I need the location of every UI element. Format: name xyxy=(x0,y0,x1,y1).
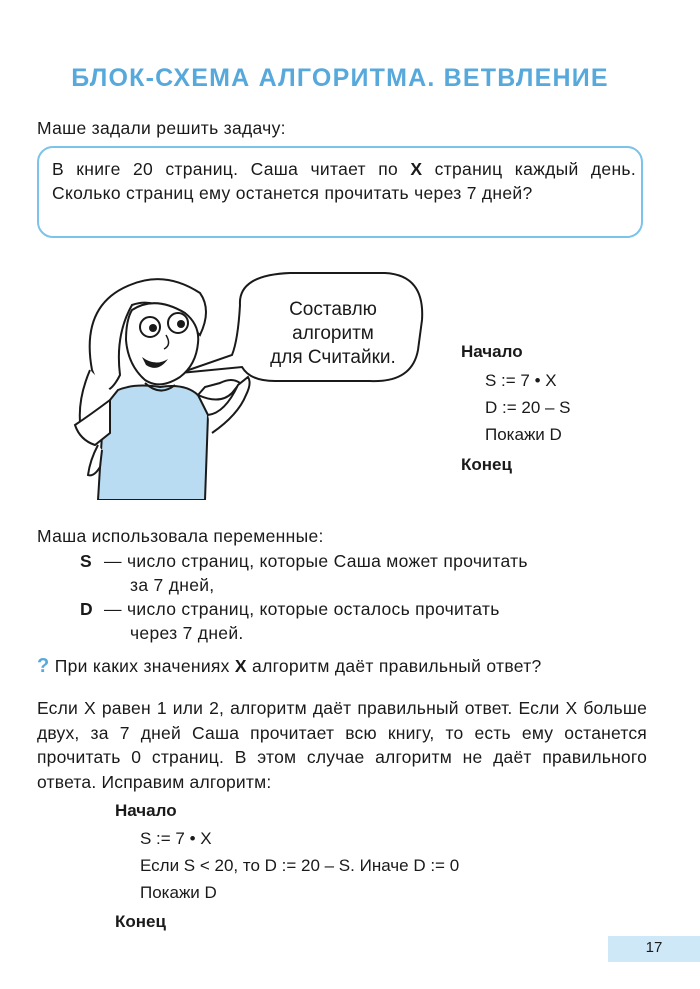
speech-line-1: Составлю xyxy=(289,299,377,320)
explanation-paragraph: Если X равен 1 или 2, алгоритм даёт правильный ответ. Если X больше двух, за 7 дней Саша прочитает всю книгу, то есть ему останется прочитать 0 страниц. В этом случае алгоритм не даёт правильного ответа. Исправим алгоритм: xyxy=(37,698,647,792)
algo2-begin: Начало xyxy=(115,801,177,820)
question-variable: X xyxy=(234,656,247,676)
speech-bubble-text xyxy=(238,298,428,370)
var-s-desc2: за 7 дней, xyxy=(130,575,215,595)
var-d-name: D xyxy=(80,599,93,619)
algo2-end: Конец xyxy=(115,912,166,931)
question-mark-icon: ? xyxy=(37,655,50,677)
algo1-line1: S := 7 • X xyxy=(485,371,557,390)
vars-intro: Маша использовала переменные: xyxy=(37,526,324,546)
task-text-part2: страниц каждый день. Сколько страниц ему останется прочитать через 7 дней? xyxy=(52,159,636,203)
var-s-desc1: — число страниц, которые Саша может прочитать xyxy=(104,551,528,571)
task-text-part1: В книге 20 страниц. Саша читает по xyxy=(52,159,411,179)
intro-text: Маше задали решить задачу: xyxy=(37,118,286,138)
question-part1: При каких значениях xyxy=(54,656,235,676)
var-d-desc2: через 7 дней. xyxy=(130,623,244,643)
question-part2: алгоритм даёт правильный ответ? xyxy=(246,656,542,676)
task-variable: X xyxy=(410,159,423,179)
algo2-line3: Покажи D xyxy=(140,883,217,902)
var-d-desc1: — число страниц, которые осталось прочитать xyxy=(104,599,500,619)
speech-line-2: алгоритм xyxy=(292,323,374,344)
algo1-begin: Начало xyxy=(461,342,523,361)
page-number: 17 xyxy=(645,939,663,956)
page-title: БЛОК-СХЕМА АЛГОРИТМА. ВЕТВЛЕНИЕ xyxy=(71,64,609,92)
algo1-end: Конец xyxy=(461,455,512,474)
algo1-line3: Покажи D xyxy=(485,425,562,444)
question xyxy=(37,654,542,678)
algo2-line2: Если S < 20, то D := 20 – S. Иначе D := 0 xyxy=(140,856,460,875)
var-s-name: S xyxy=(80,551,92,571)
algo1-line2: D := 20 – S xyxy=(485,398,571,417)
task-text xyxy=(52,157,636,205)
speech-line-3: для Считайки. xyxy=(270,347,396,368)
girl-dress xyxy=(98,386,208,500)
page-number-tab xyxy=(608,936,700,962)
algo2-line1: S := 7 • X xyxy=(140,829,212,848)
